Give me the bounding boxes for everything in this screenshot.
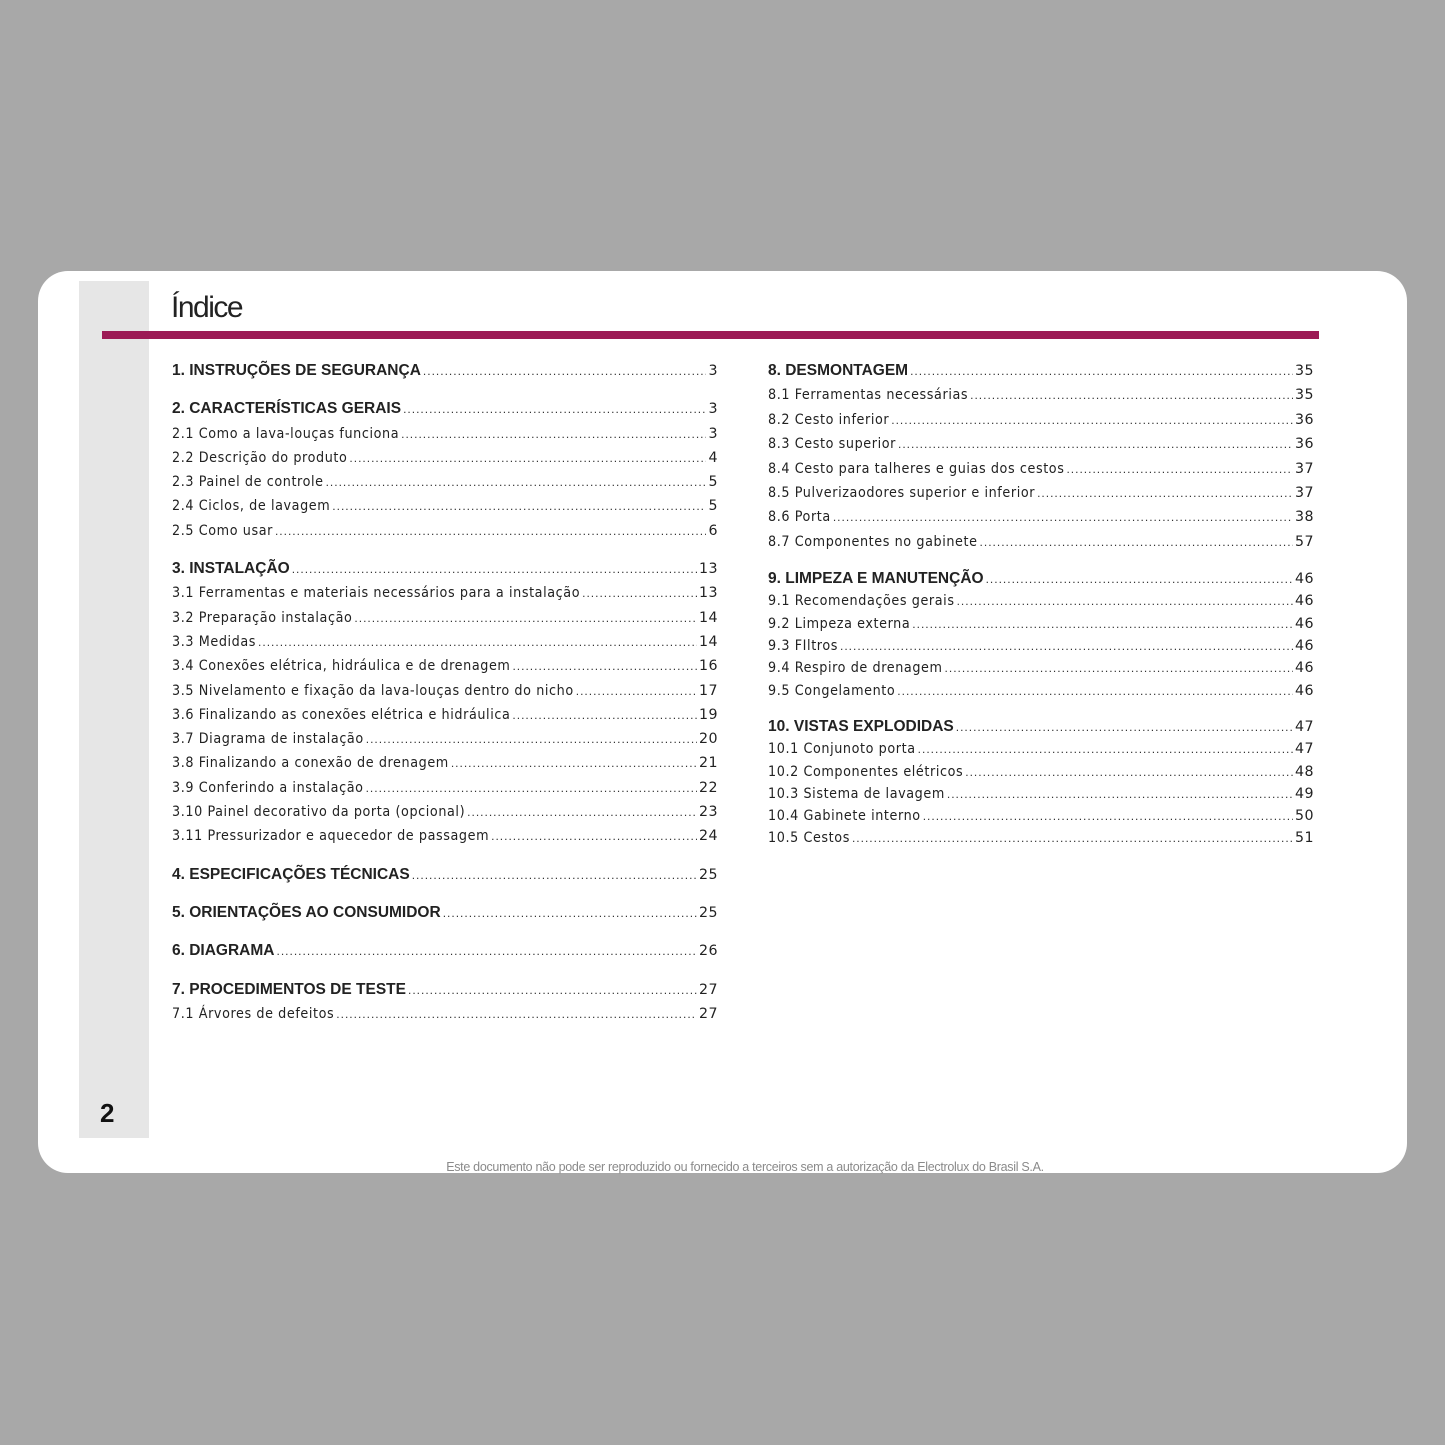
toc-entry-page: 38	[1294, 509, 1314, 526]
toc-entry-label: 10.4 Gabinete interno	[768, 808, 921, 825]
toc-entry[interactable]	[768, 738, 1314, 760]
toc-entry-label: 3.5 Nivelamento e fixação da lava-louças dentro do nicho	[172, 682, 574, 699]
toc-heading[interactable]	[172, 863, 718, 887]
dot-leader	[833, 505, 1293, 529]
dot-leader	[986, 568, 1293, 590]
toc-entry-label: 8.3 Cesto superior	[768, 436, 896, 453]
toc-section	[172, 863, 718, 887]
toc-entry-page: 47	[1294, 741, 1314, 758]
toc-entry-page: 46	[1294, 615, 1314, 632]
toc-entry-page: 46	[1294, 660, 1314, 677]
toc-entry-label: 8.5 Pulverizaodores superior e inferior	[768, 484, 1036, 501]
dot-leader	[1066, 457, 1292, 481]
dot-leader	[258, 630, 697, 654]
toc-entry-page: 37	[1294, 460, 1314, 477]
toc-entry-page: 13	[698, 585, 718, 602]
dot-leader	[957, 590, 1293, 612]
toc-entry[interactable]	[768, 761, 1314, 783]
toc-entry-page: 25	[698, 904, 718, 921]
toc-entry-label: 5. ORIENTAÇÕES AO CONSUMIDOR	[172, 903, 441, 921]
toc-section	[768, 359, 1314, 554]
dot-leader	[412, 863, 697, 887]
toc-entry-page: 27	[698, 1005, 718, 1022]
dot-leader	[332, 494, 706, 518]
toc-entry-label: 3.8 Finalizando a conexão de drenagem	[172, 755, 449, 772]
toc-entry-page: 5	[708, 498, 718, 515]
dot-leader	[965, 761, 1293, 783]
dot-leader	[326, 470, 706, 494]
dot-leader	[945, 657, 1293, 679]
toc-section	[172, 978, 718, 1027]
dot-leader	[401, 422, 706, 446]
toc-section	[172, 397, 718, 543]
toc-entry[interactable]	[768, 383, 1314, 407]
toc-entry-page: 21	[698, 755, 718, 772]
toc-entry-label: 8.4 Cesto para talheres e guias dos cestos	[768, 460, 1065, 477]
toc-entry-page: 25	[698, 866, 718, 883]
title-divider	[102, 331, 1319, 339]
toc-entry-label: 1. INSTRUÇÕES DE SEGURANÇA	[172, 362, 421, 379]
dot-leader	[582, 581, 697, 605]
toc-entry-label: 9.2 Limpeza externa	[768, 615, 911, 632]
toc-entry-page: 5	[708, 474, 718, 491]
toc-entry[interactable]	[172, 422, 718, 446]
toc-heading[interactable]	[172, 978, 718, 1002]
toc-entry-label: 6. DIAGRAMA	[172, 942, 275, 960]
dot-leader	[512, 703, 697, 727]
page-title: Índice	[171, 291, 243, 324]
toc-entry-label: 9.4 Respiro de drenagem	[768, 660, 943, 677]
toc-entry-label: 2.2 Descrição do produto	[172, 449, 348, 466]
toc-entry-page: 51	[1294, 830, 1314, 847]
toc-entry-label: 3.7 Diagrama de instalação	[172, 731, 364, 748]
toc-heading[interactable]	[172, 359, 718, 383]
toc-entry-label: 3.2 Preparação instalação	[172, 609, 353, 626]
dot-leader	[947, 783, 1293, 805]
toc-entry[interactable]	[172, 776, 718, 800]
toc-heading[interactable]	[768, 359, 1314, 383]
toc-entry-label: 3.3 Medidas	[172, 633, 257, 650]
toc-entry-page: 49	[1294, 785, 1314, 802]
toc-entry-page: 36	[1294, 411, 1314, 428]
toc-entry-page: 46	[1294, 682, 1314, 699]
toc-heading[interactable]	[172, 397, 718, 421]
page-number: 2	[100, 1098, 115, 1128]
toc-entry[interactable]	[768, 635, 1314, 657]
toc-entry-page: 22	[698, 779, 718, 796]
toc-entry-page: 50	[1294, 808, 1314, 825]
dot-leader	[349, 446, 706, 470]
toc-entry[interactable]	[768, 613, 1314, 635]
dot-leader	[275, 519, 706, 543]
toc-entry[interactable]	[172, 679, 718, 703]
dot-leader	[467, 800, 697, 824]
toc-heading[interactable]	[172, 939, 718, 963]
toc-entry-page: 36	[1294, 436, 1314, 453]
toc-entry[interactable]	[172, 751, 718, 775]
toc-entry-label: 10.2 Componentes elétricos	[768, 763, 964, 780]
dot-leader	[1037, 481, 1293, 505]
dot-leader	[512, 654, 696, 678]
toc-entry[interactable]	[172, 727, 718, 751]
toc-entry-label: 3.6 Finalizando as conexões elétrica e hidráulica	[172, 706, 511, 723]
toc-entry-label: 10.5 Cestos	[768, 830, 850, 847]
toc-entry-page: 35	[1294, 363, 1314, 379]
dot-leader	[956, 716, 1293, 738]
toc-entry[interactable]	[172, 824, 718, 848]
toc-entry-page: 6	[708, 522, 718, 539]
toc-entry[interactable]	[768, 590, 1314, 612]
toc-section	[768, 568, 1314, 702]
toc-entry[interactable]	[172, 654, 718, 678]
toc-entry-label: 2.3 Painel de controle	[172, 474, 324, 491]
toc-entry[interactable]	[768, 457, 1314, 481]
dot-leader	[354, 606, 697, 630]
toc-entry-page: 27	[698, 981, 718, 998]
toc-entry-page: 23	[698, 804, 718, 821]
toc-section	[172, 901, 718, 925]
toc-entry-label: 4. ESPECIFICAÇÕES TÉCNICAS	[172, 865, 410, 883]
toc-entry[interactable]	[768, 680, 1314, 702]
toc-entry-page: 3	[708, 363, 718, 379]
dot-leader	[423, 359, 706, 383]
toc-entry-page: 4	[708, 449, 718, 466]
toc-entry[interactable]	[172, 703, 718, 727]
toc-entry-label: 9.5 Congelamento	[768, 682, 896, 699]
dot-leader	[970, 383, 1293, 407]
toc-entry-page: 3	[708, 425, 718, 442]
toc-right-column	[768, 359, 1314, 864]
toc-entry[interactable]	[768, 481, 1314, 505]
toc-entry[interactable]	[768, 783, 1314, 805]
toc-entry[interactable]	[172, 446, 718, 470]
toc-entry-page: 19	[698, 706, 718, 723]
toc-entry[interactable]	[172, 470, 718, 494]
toc-entry-label: 3.9 Conferindo a instalação	[172, 779, 364, 796]
toc-entry-label: 10.1 Conjunoto porta	[768, 741, 916, 758]
toc-heading[interactable]	[768, 568, 1314, 590]
toc-entry[interactable]	[768, 505, 1314, 529]
dot-leader	[898, 432, 1293, 456]
toc-entry-label: 3.1 Ferramentas e materiais necessários para a instalação	[172, 585, 581, 602]
toc-entry-label: 9. LIMPEZA E MANUTENÇÃO	[768, 570, 984, 588]
dot-leader	[276, 939, 696, 963]
dot-leader	[980, 530, 1293, 554]
toc-entry-label: 2. CARACTERÍSTICAS GERAIS	[172, 400, 402, 418]
dot-leader	[910, 359, 1293, 383]
toc-section	[172, 359, 718, 383]
toc-entry-page: 47	[1294, 718, 1314, 735]
dot-leader	[840, 635, 1293, 657]
toc-entry-page: 13	[698, 561, 718, 578]
toc-entry-page: 14	[698, 609, 718, 626]
toc-entry-label: 2.5 Como usar	[172, 522, 273, 539]
toc-entry-page: 3	[708, 401, 718, 418]
toc-entry-page: 46	[1294, 571, 1314, 588]
toc-entry-page: 17	[698, 682, 718, 699]
dot-leader	[918, 738, 1293, 760]
toc-entry-label: 2.4 Ciclos, de lavagem	[172, 498, 331, 515]
dot-leader	[366, 776, 697, 800]
dot-leader	[852, 827, 1293, 849]
toc-entry[interactable]	[768, 657, 1314, 679]
toc-section	[768, 716, 1314, 850]
toc-entry-page: 46	[1294, 593, 1314, 610]
dot-leader	[897, 680, 1293, 702]
toc-left-column	[172, 359, 718, 1040]
toc-entry-page: 57	[1294, 533, 1314, 550]
toc-entry[interactable]	[768, 805, 1314, 827]
toc-heading[interactable]	[172, 557, 718, 581]
toc-entry-label: 8.7 Componentes no gabinete	[768, 533, 978, 550]
toc-entry[interactable]	[172, 519, 718, 543]
toc-entry[interactable]	[172, 1002, 718, 1026]
toc-entry-page: 48	[1294, 763, 1314, 780]
toc-entry-page: 46	[1294, 638, 1314, 655]
toc-entry-page: 20	[698, 731, 718, 748]
toc-entry[interactable]	[172, 630, 718, 654]
document-page	[38, 271, 1407, 1173]
dot-leader	[451, 751, 697, 775]
dot-leader	[491, 824, 697, 848]
dot-leader	[923, 805, 1293, 827]
toc-entry-label: 7. PROCEDIMENTOS DE TESTE	[172, 980, 406, 998]
toc-entry-label: 10. VISTAS EXPLODIDAS	[768, 717, 954, 735]
toc-entry[interactable]	[768, 530, 1314, 554]
toc-entry-label: 9.3 FIltros	[768, 638, 838, 655]
toc-entry-label: 9.1 Recomendações gerais	[768, 593, 955, 610]
toc-entry-label: 10.3 Sistema de lavagem	[768, 785, 945, 802]
toc-heading[interactable]	[768, 716, 1314, 738]
dot-leader	[403, 397, 706, 421]
toc-section	[172, 557, 718, 849]
dot-leader	[912, 613, 1293, 635]
toc-entry-label: 8.1 Ferramentas necessárias	[768, 387, 969, 404]
toc-entry-label: 3.11 Pressurizador e aquecedor de passagem	[172, 828, 490, 845]
dot-leader	[408, 978, 697, 1002]
toc-entry[interactable]	[172, 606, 718, 630]
toc-entry[interactable]	[768, 408, 1314, 432]
toc-entry-page: 35	[1294, 387, 1314, 404]
page-side-strip	[79, 281, 149, 1138]
dot-leader	[366, 727, 697, 751]
footer-disclaimer: Este documento não pode ser reproduzido ou fornecido a terceiros sem a autorização da Electrolux do Brasil S.A.	[446, 1160, 1044, 1174]
toc-entry[interactable]	[172, 494, 718, 518]
toc-entry-page: 26	[698, 943, 718, 960]
dot-leader	[336, 1002, 697, 1026]
toc-entry[interactable]	[172, 800, 718, 824]
toc-entry-page: 16	[698, 658, 718, 675]
toc-entry-label: 8.6 Porta	[768, 509, 831, 526]
toc-heading[interactable]	[172, 901, 718, 925]
toc-entry-label: 3. INSTALAÇÃO	[172, 560, 290, 578]
toc-entry-page: 14	[698, 633, 718, 650]
toc-entry-label: 8. DESMONTAGEM	[768, 362, 909, 379]
toc-entry-page: 24	[698, 828, 718, 845]
toc-entry-label: 2.1 Como a lava-louças funciona	[172, 425, 400, 442]
dot-leader	[292, 557, 697, 581]
toc-entry[interactable]	[768, 827, 1314, 849]
toc-entry[interactable]	[768, 432, 1314, 456]
dot-leader	[443, 901, 697, 925]
toc-entry-label: 3.10 Painel decorativo da porta (opcional)	[172, 804, 466, 821]
dot-leader	[576, 679, 697, 703]
toc-section	[172, 939, 718, 963]
toc-entry-page: 37	[1294, 484, 1314, 501]
toc-entry-label: 8.2 Cesto inferior	[768, 411, 890, 428]
toc-entry-label: 7.1 Árvores de defeitos	[172, 1005, 335, 1022]
toc-entry-label: 3.4 Conexões elétrica, hidráulica e de drenagem	[172, 658, 511, 675]
dot-leader	[891, 408, 1293, 432]
toc-entry[interactable]	[172, 581, 718, 605]
